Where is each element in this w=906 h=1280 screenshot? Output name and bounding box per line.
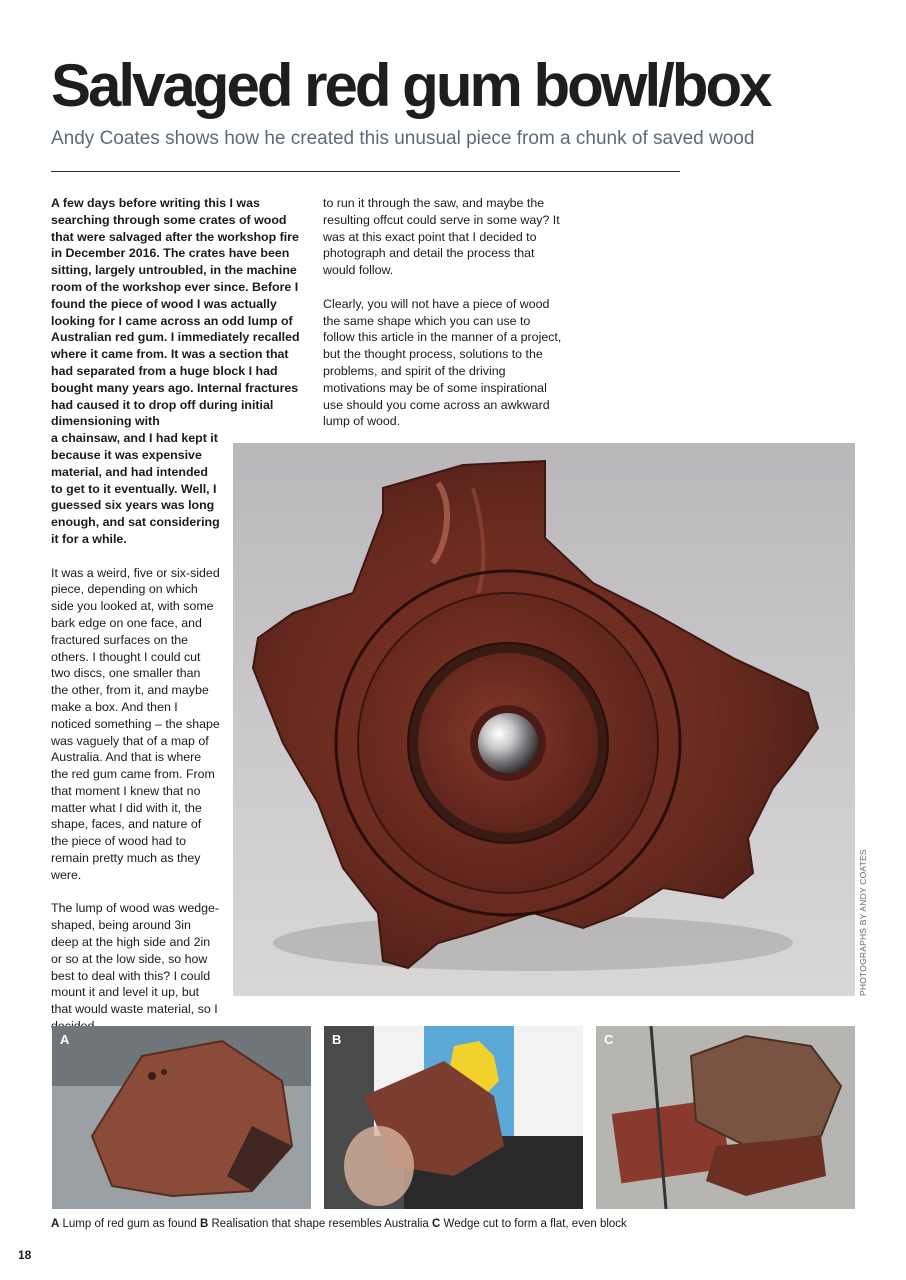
article-title: Salvaged red gum bowl/box [51, 52, 770, 119]
intro-paragraph-part-a: A few days before writing this I was searching through some crates of wood that were salvaged after the workshop fire in December 2016. The crates have been sitting, largely untroubled, in the machine room of the workshop ever since. Before I found the piece of wood I was actually looking for I came across an odd lump of Australian red gum. I immediately recalled where it came from. It was a section that had separated from a huge block I had bought many years ago. Internal fractures had caused it to drop off during initial dimensioning with [51, 196, 300, 429]
photo-a-label: A [60, 1032, 70, 1047]
body-paragraph-4: to run it through the saw, and maybe the resulting offcut could serve in some way? It was at this exact point that I decided to photograph and detail the process that would follow. [323, 196, 560, 278]
caption-a-text: Lump of red gum as found [62, 1218, 197, 1230]
body-paragraph-5: Clearly, you will not have a piece of wood the same shape which you can use to follow this article in the manner of a project, but the thought process, solutions to the problems, and spirit of the driving motivations may be of some inspirational use should you come across an awkward lump of wood. [323, 296, 562, 429]
intro-paragraph-part-b: a chainsaw, and I had kept it because it was expensive material, and had intended to get to it eventually. Well, I guessed six years was long enough, and sat considering it for a while. [51, 431, 220, 546]
caption-a-letter: A [51, 1218, 60, 1230]
photo-c-wedge-cut [596, 1026, 855, 1209]
body-column-right [323, 195, 563, 430]
article-subtitle: Andy Coates shows how he created this unusual piece from a chunk of saved wood [51, 128, 755, 149]
body-paragraph-2: It was a weird, five or six-sided piece, depending on which side you looked at, with some bark edge on one face, and fractured surfaces on the others. I thought I could cut two discs, one smaller than the other, from it, and maybe make a box. And then I noticed something – the shape was vaguely that of a map of Australia. And that is where the red gum came from. From that moment I knew that no matter what I did with it, the shape, faces, and nature of the piece of wood had to remain pretty much as they were. [51, 565, 220, 882]
caption-c-letter: C [432, 1218, 441, 1230]
photo-b-label: B [332, 1032, 342, 1047]
page-number: 18 [18, 1248, 32, 1262]
caption-b-text: Realisation that shape resembles Australia [211, 1218, 429, 1230]
caption-c-text: Wedge cut to form a flat, even block [443, 1218, 627, 1230]
photo-c-label: C [604, 1032, 614, 1047]
steel-ball-finial [478, 713, 538, 773]
main-photo-bowl-box [233, 443, 855, 996]
body-paragraph-3: The lump of wood was wedge-shaped, being around 3in deep at the high side and 2in or so at the low side, so how best to deal with this? I could mount it and level it up, but that would waste material, so I [51, 901, 220, 1017]
title-divider [51, 171, 680, 172]
photo-credit: PHOTOGRAPHS BY ANDY COATES [858, 849, 868, 996]
photo-a-lump-as-found [52, 1026, 311, 1209]
photo-captions [51, 1218, 627, 1230]
photo-b-australia-map [324, 1026, 583, 1209]
caption-b-letter: B [199, 1218, 209, 1230]
bowl-box-illustration [233, 443, 855, 996]
